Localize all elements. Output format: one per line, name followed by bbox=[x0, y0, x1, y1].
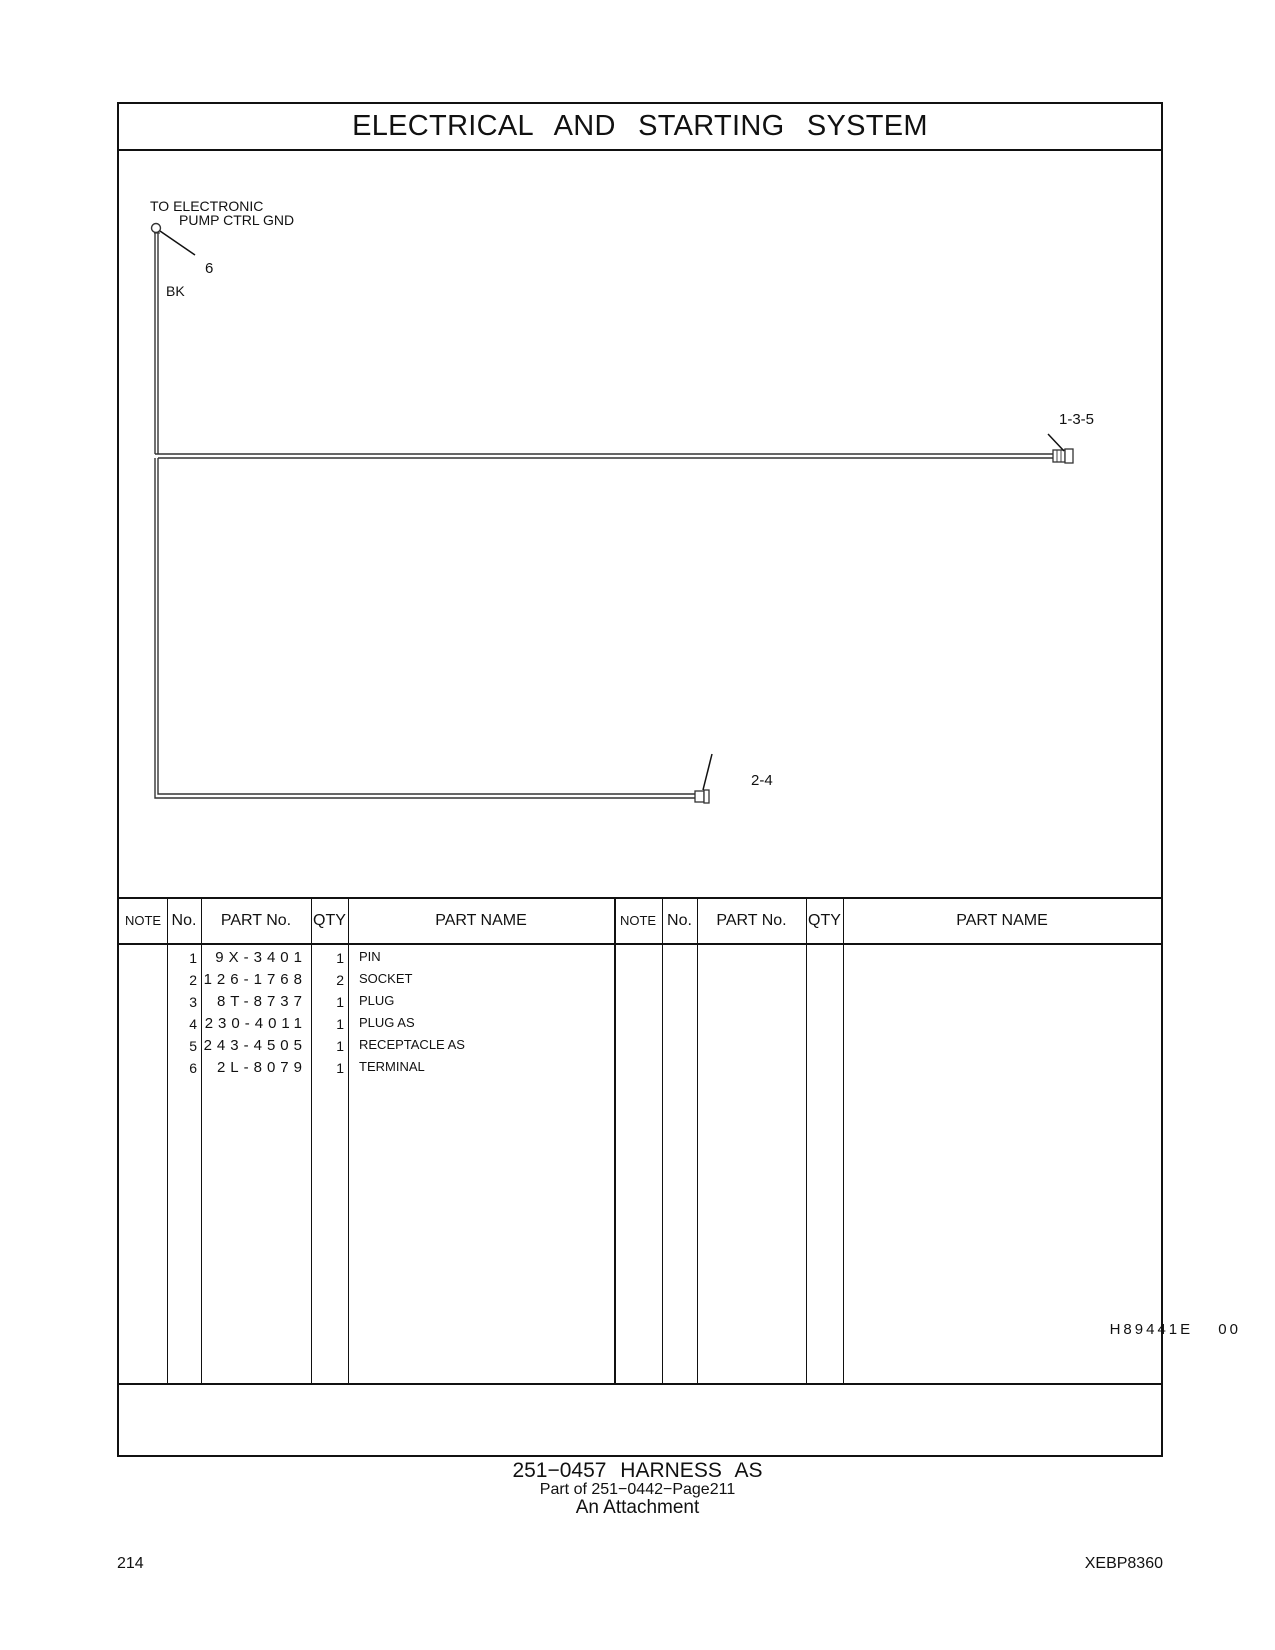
row-6-part-no: 2L-8079 bbox=[216, 1059, 307, 1076]
document-code: XEBP8360 bbox=[1084, 1555, 1163, 1572]
page-number: 214 bbox=[117, 1555, 144, 1572]
row-3-no: 3 bbox=[189, 994, 197, 1010]
harness-diagram bbox=[119, 149, 1161, 897]
row-1-name: PIN bbox=[359, 949, 381, 964]
plug-connector bbox=[695, 790, 709, 803]
harness-drawing bbox=[119, 149, 1161, 897]
header-no: No. bbox=[171, 912, 197, 929]
wire-color-label: BK bbox=[166, 283, 185, 299]
callout-terminal: 6 bbox=[205, 260, 214, 277]
wire-to-plug bbox=[155, 458, 695, 798]
row-3-qty: 1 bbox=[336, 994, 344, 1010]
row-2-part-no: 126-1768 bbox=[203, 971, 307, 988]
row-5-qty: 1 bbox=[336, 1038, 344, 1054]
row-2-qty: 2 bbox=[336, 972, 344, 988]
section-title: ELECTRICAL AND STARTING SYSTEM bbox=[119, 104, 1161, 151]
callout-receptacle: 1-3-5 bbox=[1059, 411, 1095, 428]
header-qty: QTY bbox=[313, 912, 346, 929]
row-1-part-no: 9X-3401 bbox=[215, 949, 307, 966]
row-3-part-no: 8T-8737 bbox=[216, 993, 307, 1010]
receptacle-connector bbox=[1053, 449, 1073, 463]
header-part-no-2: PART No. bbox=[716, 912, 787, 929]
row-6-no: 6 bbox=[189, 1060, 197, 1076]
row-2-name: SOCKET bbox=[359, 971, 413, 986]
row-3-name: PLUG bbox=[359, 993, 395, 1008]
row-4-no: 4 bbox=[189, 1016, 197, 1032]
row-1-no: 1 bbox=[189, 950, 197, 966]
leader-1-3-5 bbox=[1048, 434, 1064, 451]
row-5-no: 5 bbox=[189, 1038, 197, 1054]
destination-label bbox=[150, 199, 294, 227]
header-note: NOTE bbox=[124, 913, 162, 928]
row-4-name: PLUG AS bbox=[359, 1015, 415, 1030]
row-1-qty: 1 bbox=[336, 950, 344, 966]
caption-attachment: An Attachment bbox=[575, 1497, 700, 1518]
header-part-no: PART No. bbox=[220, 912, 292, 929]
row-5-name: RECEPTACLE AS bbox=[359, 1037, 465, 1052]
figure-caption bbox=[0, 1459, 1275, 1517]
header-qty-2: QTY bbox=[808, 912, 841, 929]
callout-plug: 2-4 bbox=[751, 772, 773, 789]
destination-line-1: TO ELECTRONIC bbox=[150, 198, 264, 214]
row-4-qty: 1 bbox=[336, 1016, 344, 1032]
row-6-qty: 1 bbox=[336, 1060, 344, 1076]
row-5-part-no: 243-4505 bbox=[203, 1037, 307, 1054]
header-no-2: No. bbox=[667, 912, 692, 929]
parts-page-frame bbox=[117, 102, 1163, 1457]
row-4-part-no: 230-4011 bbox=[204, 1015, 307, 1032]
header-part-name: PART NAME bbox=[435, 912, 527, 929]
caption-title: 251−0457 HARNESS AS bbox=[512, 1459, 763, 1482]
row-6-name: TERMINAL bbox=[359, 1059, 425, 1074]
header-note-2: NOTE bbox=[619, 913, 657, 928]
caption-subtitle: Part of 251−0442−Page211 bbox=[539, 1481, 736, 1498]
row-2-no: 2 bbox=[189, 972, 197, 988]
parts-table bbox=[119, 897, 1161, 1385]
leader-2-4 bbox=[703, 754, 712, 790]
leader-6 bbox=[160, 231, 195, 255]
drawing-code: H89441E 00 bbox=[1109, 1321, 1241, 1338]
destination-line-2: PUMP CTRL GND bbox=[179, 212, 295, 228]
header-part-name-2: PART NAME bbox=[956, 912, 1048, 929]
